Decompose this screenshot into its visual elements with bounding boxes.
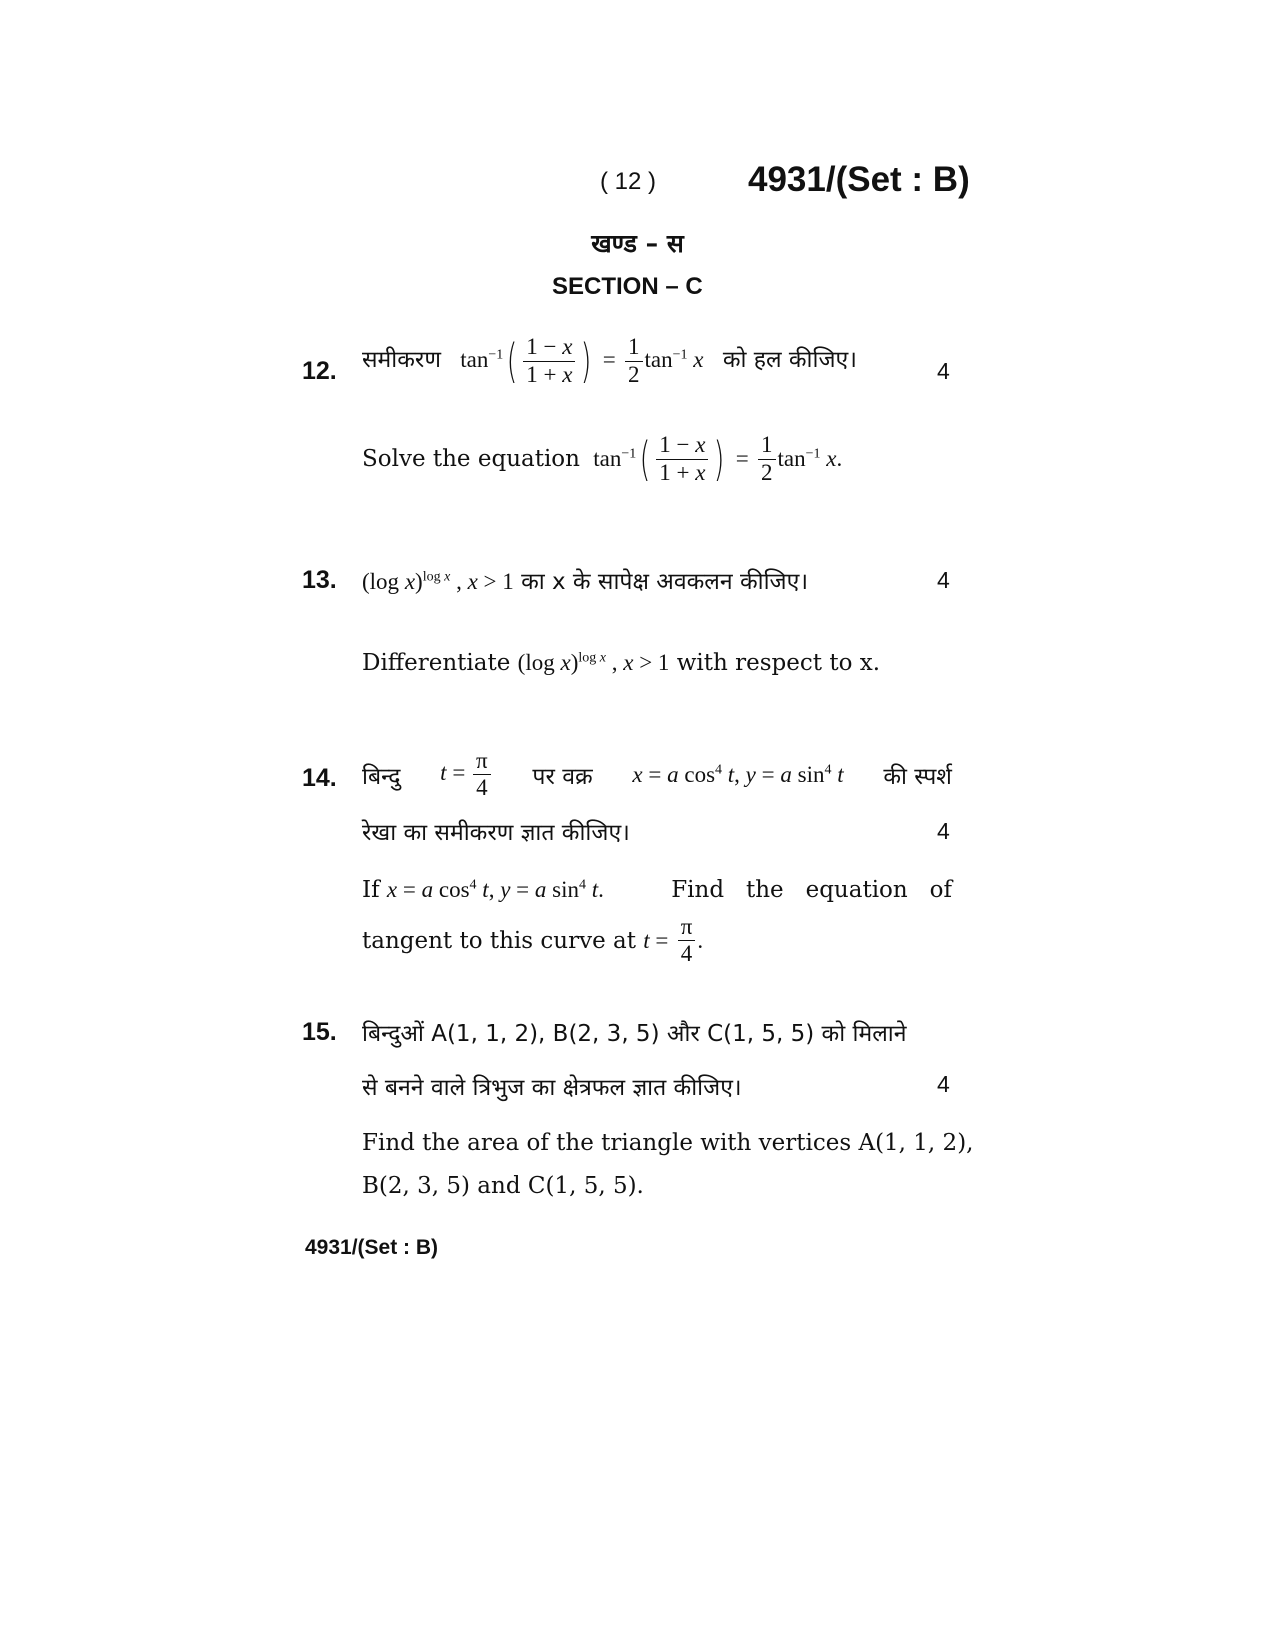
question-14-hindi-b: पर वक्र — [532, 763, 593, 790]
question-13-hindi: (log x)$^{log x}$ , x > 1 का x के सापेक्ष अवकलन कीजिए। — [362, 569, 809, 595]
question-14-hindi-c: की स्पर्श — [883, 763, 952, 790]
question-12-english-prefix: Solve the equation — [362, 446, 580, 472]
question-14-english-a: If — [362, 877, 380, 903]
question-12-hindi: समीकरण $\tan^{-1}$( $\frac{1 - x}{1 + x}$ ) = $\frac{1}{2}$ $\tan^{-1} x$ को हल कीजिए। — [362, 334, 857, 388]
question-12-hindi-suffix: को हल कीजिए। — [722, 347, 857, 373]
question-15-english-line1: Find the area of the triangle with vertices A(1, 1, 2), — [362, 1130, 974, 1156]
section-title-english: SECTION – C — [552, 273, 703, 300]
section-title-hindi: खण्ड – स — [591, 229, 684, 258]
question-14-english-line2: tangent to this curve at t = $\frac{\pi}{4}$ . — [362, 914, 704, 967]
question-14-english-line1: If x = a $\cos^4 t$, y = a $\sin^4 t$. Find the equation of — [362, 877, 952, 903]
question-number-12: 12. — [302, 357, 337, 385]
question-number-13: 13. — [302, 566, 337, 594]
paper-code-header: 4931/(Set : B) — [748, 160, 970, 199]
question-number-14: 14. — [302, 764, 337, 792]
question-14-hindi-a: बिन्दु — [362, 763, 401, 790]
question-13-english-prefix: Differentiate — [362, 650, 511, 676]
question-13-english-suffix: with respect to x. — [676, 650, 881, 676]
question-14-hindi-line1: बिन्दु t = $\frac{\pi}{4}$ पर वक्र x = a $\cos^4 t$, y = a $\sin^4 t$ की स्पर्श — [362, 748, 952, 801]
question-15-marks: 4 — [937, 1071, 950, 1097]
question-15-hindi-line2: से बनने वाले त्रिभुज का क्षेत्रफल ज्ञात कीजिए। — [362, 1075, 742, 1101]
question-14-hindi-line2: रेखा का समीकरण ज्ञात कीजिए। — [362, 820, 630, 846]
question-12-hindi-prefix: समीकरण — [362, 347, 441, 373]
question-13-hindi-suffix: का x के सापेक्ष अवकलन कीजिए। — [521, 569, 809, 595]
question-12-english: Solve the equation $\tan^{-1}$( $\frac{1 - x}{1 + x}$ ) = $\frac{1}{2}$ $\tan^{-1} x$. — [362, 432, 843, 486]
question-15-hindi-line1: बिन्दुओं A(1, 1, 2), B(2, 3, 5) और C(1, 5, 5) को मिलाने — [362, 1021, 907, 1047]
page-number: ( 12 ) — [600, 168, 657, 195]
question-13-marks: 4 — [937, 567, 950, 593]
question-12-marks: 4 — [937, 358, 950, 384]
paper-code-footer: 4931/(Set : B) — [305, 1236, 439, 1259]
question-14-english-b: Find the equation of — [671, 877, 952, 903]
question-number-15: 15. — [302, 1018, 337, 1046]
question-14-english-line2-text: tangent to this curve at — [362, 927, 636, 954]
question-13-english: Differentiate (log x)$^{log x}$ , x > 1 with respect to x. — [362, 650, 881, 676]
question-15-english-line2: B(2, 3, 5) and C(1, 5, 5). — [362, 1173, 644, 1199]
question-14-marks: 4 — [937, 818, 950, 844]
